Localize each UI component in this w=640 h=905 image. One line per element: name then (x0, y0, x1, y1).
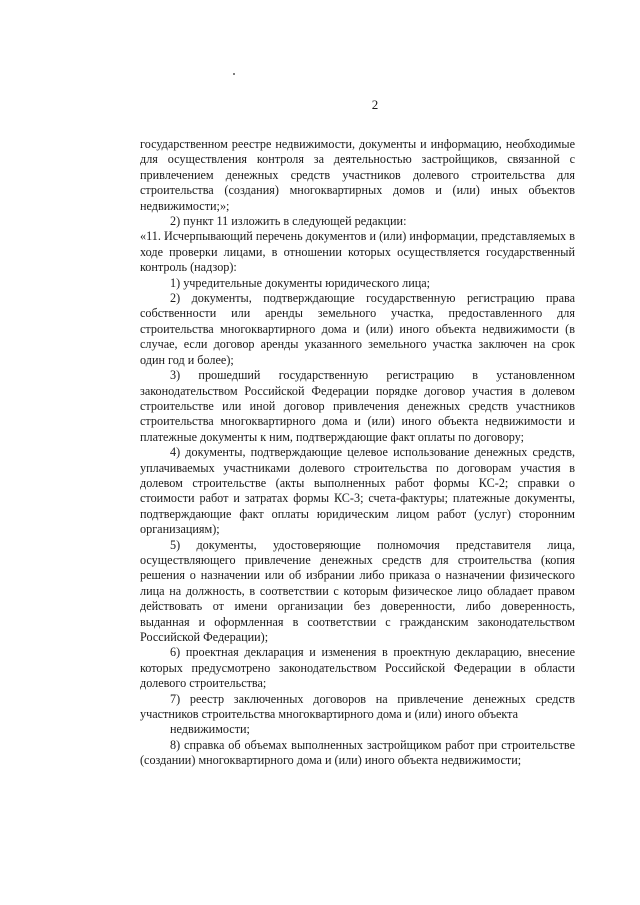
list-item-7: 7) реестр заключенных договоров на привлечение денежных средств участников строительства многоквартирного дома и (или) иного объекта (140, 691, 575, 722)
list-item-7-continuation: недвижимости; (170, 722, 250, 737)
paragraph-continuation: государственном реестре недвижимости, документы и информацию, необходимые для осуществления контроля за деятельностью застройщиков, связанной с привлечением денежных средств участников долевого строительства для строительства (создания) многоквартирных домов и (или) иных объектов недвижимости;»; (140, 137, 575, 213)
list-item-3: 3) прошедший государственную регистрацию в установленном законодательством Российской Федерации порядке договор участия в долевом строительстве или иной договор привлечения денежных средств участников строительства многоквартирного дома и (или) иного объекта недвижимости и платежные документы к ним, подтверждающие факт оплаты по договору; (140, 368, 575, 444)
list-item-5: 5) документы, удостоверяющие полномочия представителя лица, осуществляющего привлечение денежных средств для строительства (копия решения о назначении или об избрании либо приказа о назначении физического лица на должность, в соответствии с которым физическое лицо обладает правом действовать от имени организации без доверенности, либо доверенность, выданная и оформленная в соответствии с гражданским законодательством Российской Федерации); (140, 537, 575, 644)
list-item-2: 2) документы, подтверждающие государственную регистрацию права собственности или аренды земельного участка, предоставленного для строительства многоквартирного дома и (или) иного объекта недвижимости (в случае, если договор аренды указанного земельного участка заключен на срок один год и более); (140, 291, 575, 367)
scan-speck (233, 73, 235, 75)
paragraph-item-2: 2) пункт 11 изложить в следующей редакции: (170, 214, 407, 229)
list-item-4: 4) документы, подтверждающие целевое использование денежных средств, уплачиваемых участниками долевого строительства по договорам участия в долевом строительстве (акты выполненных работ формы КС-2; справки о стоимости работ и затратах формы КС-3; счета-фактуры; платежные документы, подтверждающие факт оплаты юридическим лицом работ (услуг) сторонним организациям); (140, 445, 575, 537)
page-number: 2 (371, 97, 379, 112)
list-item-1: 1) учредительные документы юридического лица; (170, 275, 431, 290)
document-body (140, 137, 575, 769)
list-item-8: 8) справка об объемах выполненных застройщиком работ при строительстве (создании) многоквартирного дома и (или) иного объекта недвижимости; (140, 737, 575, 768)
paragraph-clause-11: «11. Исчерпывающий перечень документов и (или) информации, представляемых в ходе проверки лицами, в отношении которых осуществляется государственный контроль (надзор): (140, 229, 575, 275)
list-item-6: 6) проектная декларация и изменения в проектную декларацию, внесение которых предусмотрено законодательством Российской Федерации в области долевого строительства; (140, 645, 575, 691)
